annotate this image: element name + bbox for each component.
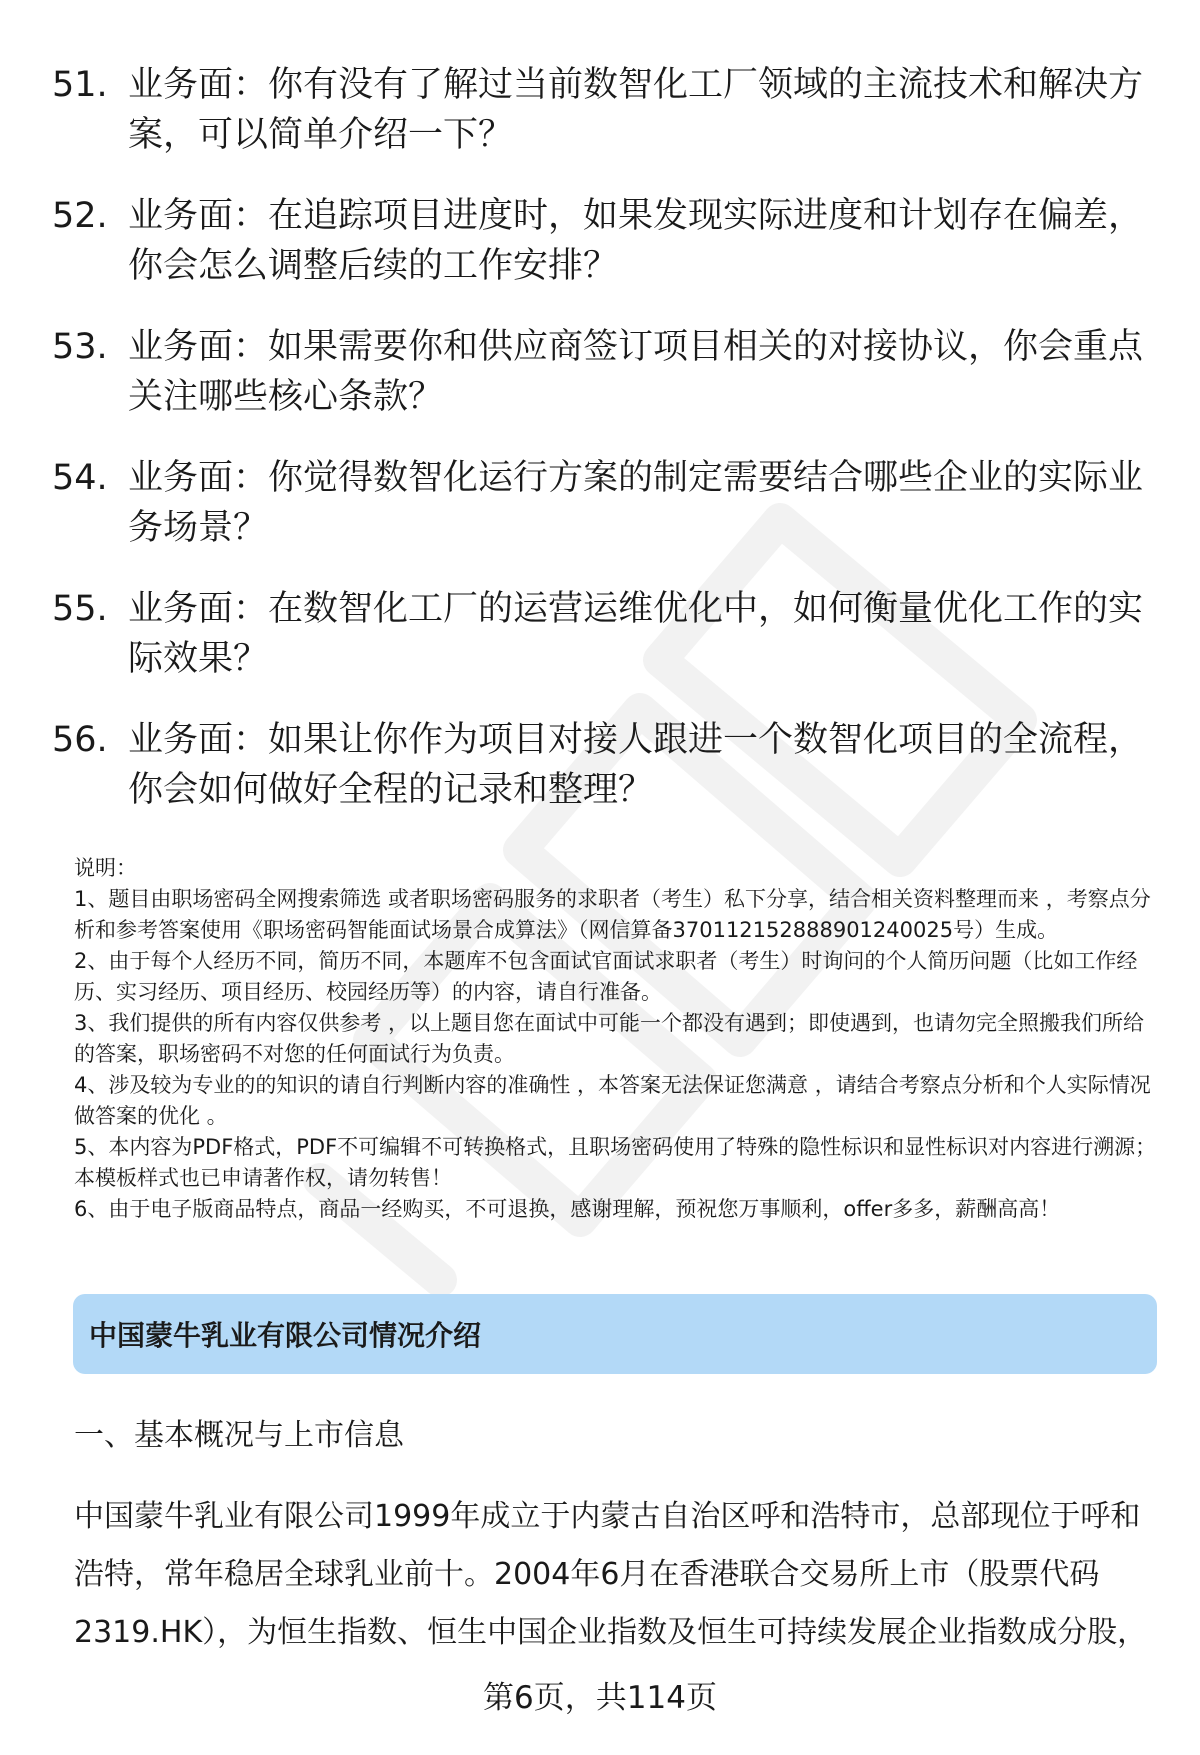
question-number: 53.	[52, 327, 108, 367]
note-item: 4、涉及较为专业的的知识的请自行判断内容的准确性 ，本答案无法保证您满意 ，请结合考察点分析和个人实际情况做答案的优化 。	[74, 1073, 1151, 1128]
note-item: 1、题目由职场密码全网搜索筛选 或者职场密码服务的求职者（考生）私下分享，结合相关资料整理而来 ，考察点分析和参考答案使用《职场密码智能面试场景合成算法》（网信算备370112152888901240025号）生成。	[74, 887, 1151, 942]
note-item: 6、由于电子版商品特点，商品一经购买，不可退换，感谢理解，预祝您万事顺利，offer多多，薪酬高高！	[74, 1197, 1061, 1221]
question-number: 51.	[52, 65, 108, 105]
company-banner	[73, 1294, 1157, 1374]
question-number: 55.	[52, 589, 108, 629]
question-item	[52, 453, 1162, 584]
section-heading: 一、基本概况与上市信息	[74, 1418, 404, 1453]
question-number: 52.	[52, 196, 108, 236]
question-item	[52, 584, 1162, 715]
question-text: 业务面：如果让你作为项目对接人跟进一个数智化项目的全流程，你会如何做好全程的记录和整理？	[128, 720, 1144, 810]
notes-section	[74, 853, 1160, 1225]
question-number: 54.	[52, 458, 108, 498]
question-text: 业务面：在追踪项目进度时，如果发现实际进度和计划存在偏差，你会怎么调整后续的工作安排？	[128, 196, 1144, 286]
question-item	[52, 715, 1162, 846]
question-text: 业务面：你有没有了解过当前数智化工厂领域的主流技术和解决方案，可以简单介绍一下？	[128, 65, 1144, 155]
note-item: 3、我们提供的所有内容仅供参考 ，以上题目您在面试中可能一个都没有遇到；即使遇到，也请勿完全照搬我们所给的答案，职场密码不对您的任何面试行为负责。	[74, 1011, 1145, 1066]
note-item: 5、本内容为PDF格式，PDF不可编辑不可转换格式，且职场密码使用了特殊的隐性标识和显性标识对内容进行溯源；本模板样式也已申请著作权，请勿转售！	[74, 1135, 1157, 1190]
question-text: 业务面：如果需要你和供应商签订项目相关的对接协议，你会重点关注哪些核心条款？	[128, 327, 1144, 417]
question-number: 56.	[52, 720, 108, 760]
notes-title: 说明：	[74, 856, 137, 880]
intro-paragraph: 中国蒙牛乳业有限公司1999年成立于内蒙古自治区呼和浩特市，总部现位于呼和浩特，常年稳居全球乳业前十。2004年6月在香港联合交易所上市（股票代码2319.HK），为恒生指数、恒生中国企业指数及恒生可持续发展企业指数成分股，	[74, 1499, 1148, 1650]
question-text: 业务面：在数智化工厂的运营运维优化中，如何衡量优化工作的实际效果？	[128, 589, 1144, 679]
question-item	[52, 322, 1162, 453]
question-list	[52, 60, 1162, 846]
question-text: 业务面：你觉得数智化运行方案的制定需要结合哪些企业的实际业务场景？	[128, 458, 1144, 548]
company-banner-title: 中国蒙牛乳业有限公司情况介绍	[89, 1319, 482, 1352]
page-number-footer: 第6页，共114页	[483, 1680, 717, 1716]
note-item: 2、由于每个人经历不同，简历不同，本题库不包含面试官面试求职者（考生）时询问的个人简历问题（比如工作经历、实习经历、项目经历、校园经历等）的内容，请自行准备。	[74, 949, 1138, 1004]
question-item	[52, 60, 1162, 191]
question-item	[52, 191, 1162, 322]
